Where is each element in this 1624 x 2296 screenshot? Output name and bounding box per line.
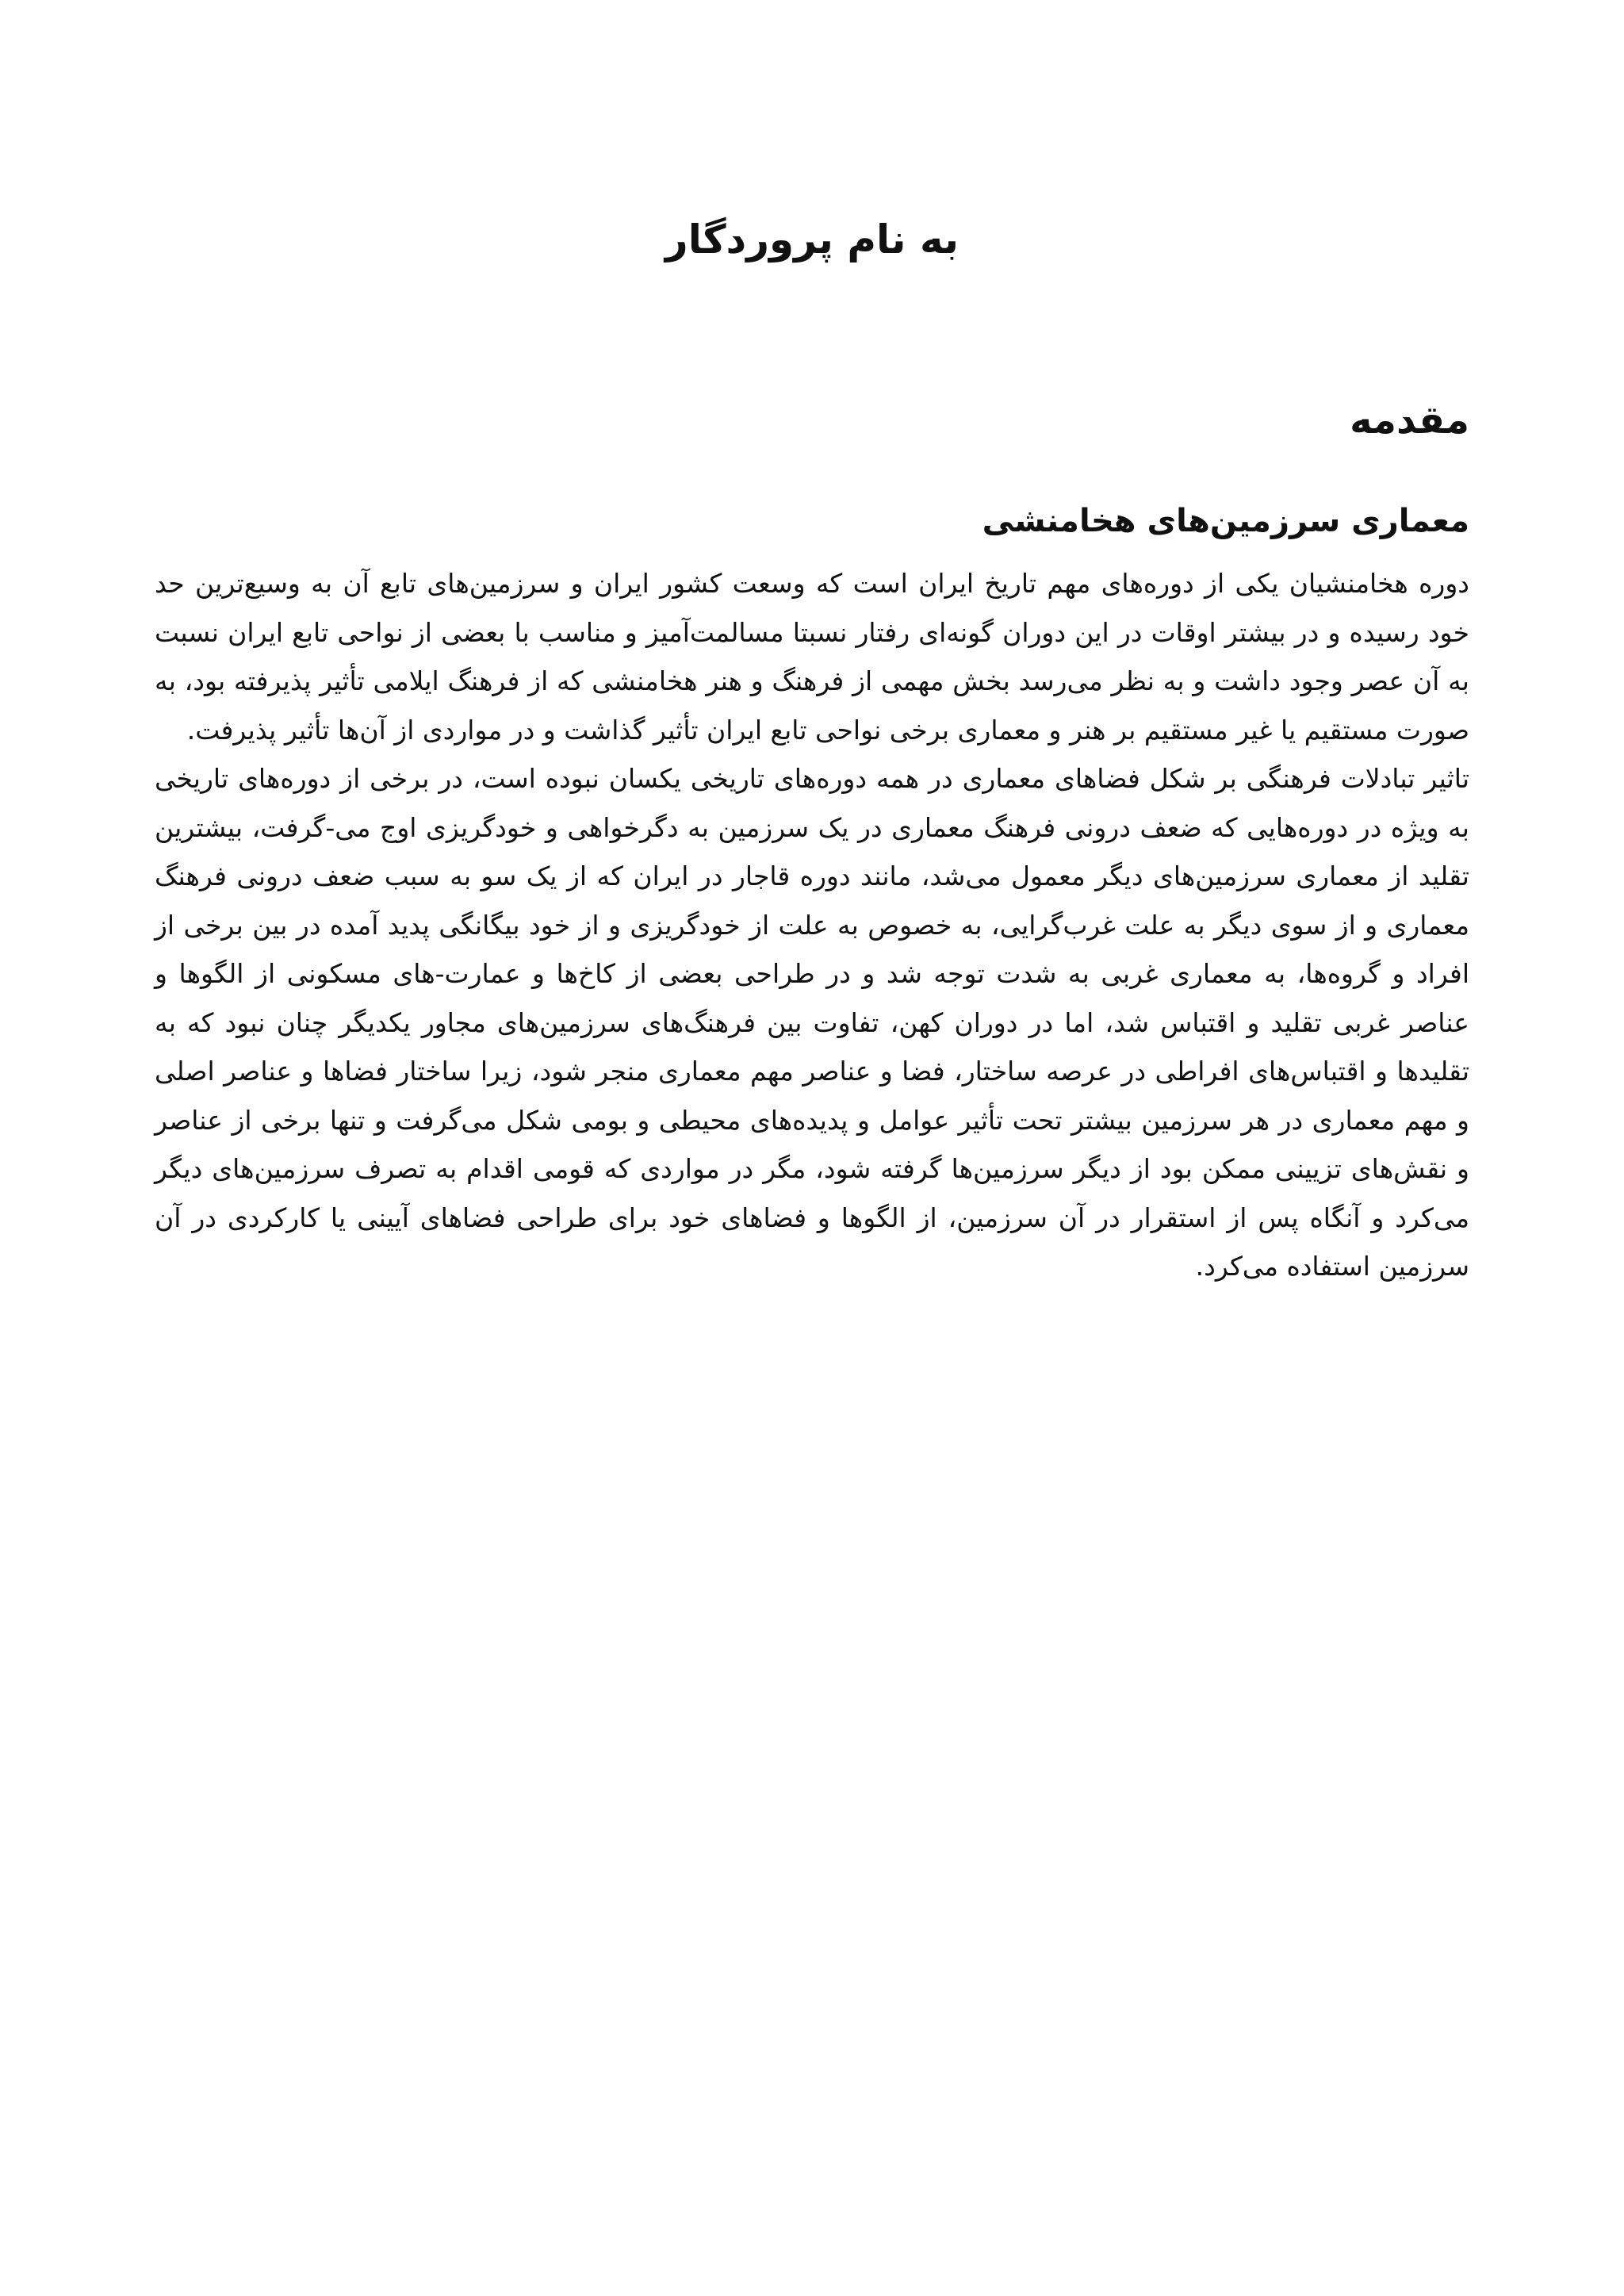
page-title: به نام پروردگار: [665, 217, 959, 263]
paragraph: تاثیر تبادلات فرهنگی بر شکل فضاهای معماری در همه دوره‌های تاریخی یکسان نبوده است، در برخی از دوره‌های تاریخی به ویژه در دوره‌هایی که ضعف درونی فرهنگ معماری در یک سرزمین به دگرخواهی و خودگریزی اوج می-گرفت، بیشترین تقلید از معماری سرزمین‌های دیگر معمول می‌شد، مانند دوره قاجار در ایران که از یک سو به سبب ضعف درونی فرهنگ معماری و از سوی دیگر به علت غرب‌گرایی، به خصوص به علت از خودگریزی و از خود بیگانگی پدید آمده در بین برخی از افراد و گروه‌ها، به معماری غربی به شدت توجه شد و در طراحی بعضی از کاخ‌ها و عمارت-های مسکونی از الگوها و عناصر غربی تقلید و اقتباس شد، اما در دوران کهن، تفاوت بین فرهنگ‌های سرزمین‌های مجاور یکدیگر چنان نبود که به تقلیدها و اقتباس‌های افراطی در عرصه ساختار، فضا و عناصر مهم معماری منجر شود، زیرا ساختار فضاها و عناصر اصلی و مهم معماری در هر سرزمین بیشتر تحت تأثیر عوامل و پدیده‌های محیطی و بومی شکل می‌گرفت و تنها برخی از عناصر و نقش‌های تزیینی ممکن بود از دیگر سرزمین‌ها گرفته شود، مگر در مواردی که قومی اقدام به تصرف سرزمین‌های دیگر می‌کرد و آنگاه پس از استقرار در آن سرزمین، از الگوها و فضاهای خود برای طراحی فضاهای آیینی یا کارکردی در آن سرزمین استفاده می‌کرد.: [155, 763, 1469, 1282]
subsection-heading: معماری سرزمین‌های هخامنشی: [982, 503, 1469, 539]
section-heading: مقدمه: [1350, 398, 1469, 443]
body-text: [155, 559, 1469, 1291]
paragraph: دوره هخامنشیان یکی از دوره‌های مهم تاریخ ایران است که وسعت کشور ایران و سرزمین‌های تابع آن به وسیع‌ترین حد خود رسیده و در بیشتر اوقات در این دوران گونه‌ای رفتار نسبتا مسالمت‌آمیز و مناسب با بعضی از نواحی تابع ایران نسبت به آن عصر وجود داشت و به نظر می‌رسد بخش مهمی از فرهنگ و هنر هخامنشی که از فرهنگ ایلامی تأثیر پذیرفته بود، به صورت مستقیم یا غیر مستقیم بر هنر و معماری برخی نواحی تابع ایران تأثیر گذاشت و در مواردی از آن‌ها تأثیر پذیرفت.: [155, 568, 1469, 746]
